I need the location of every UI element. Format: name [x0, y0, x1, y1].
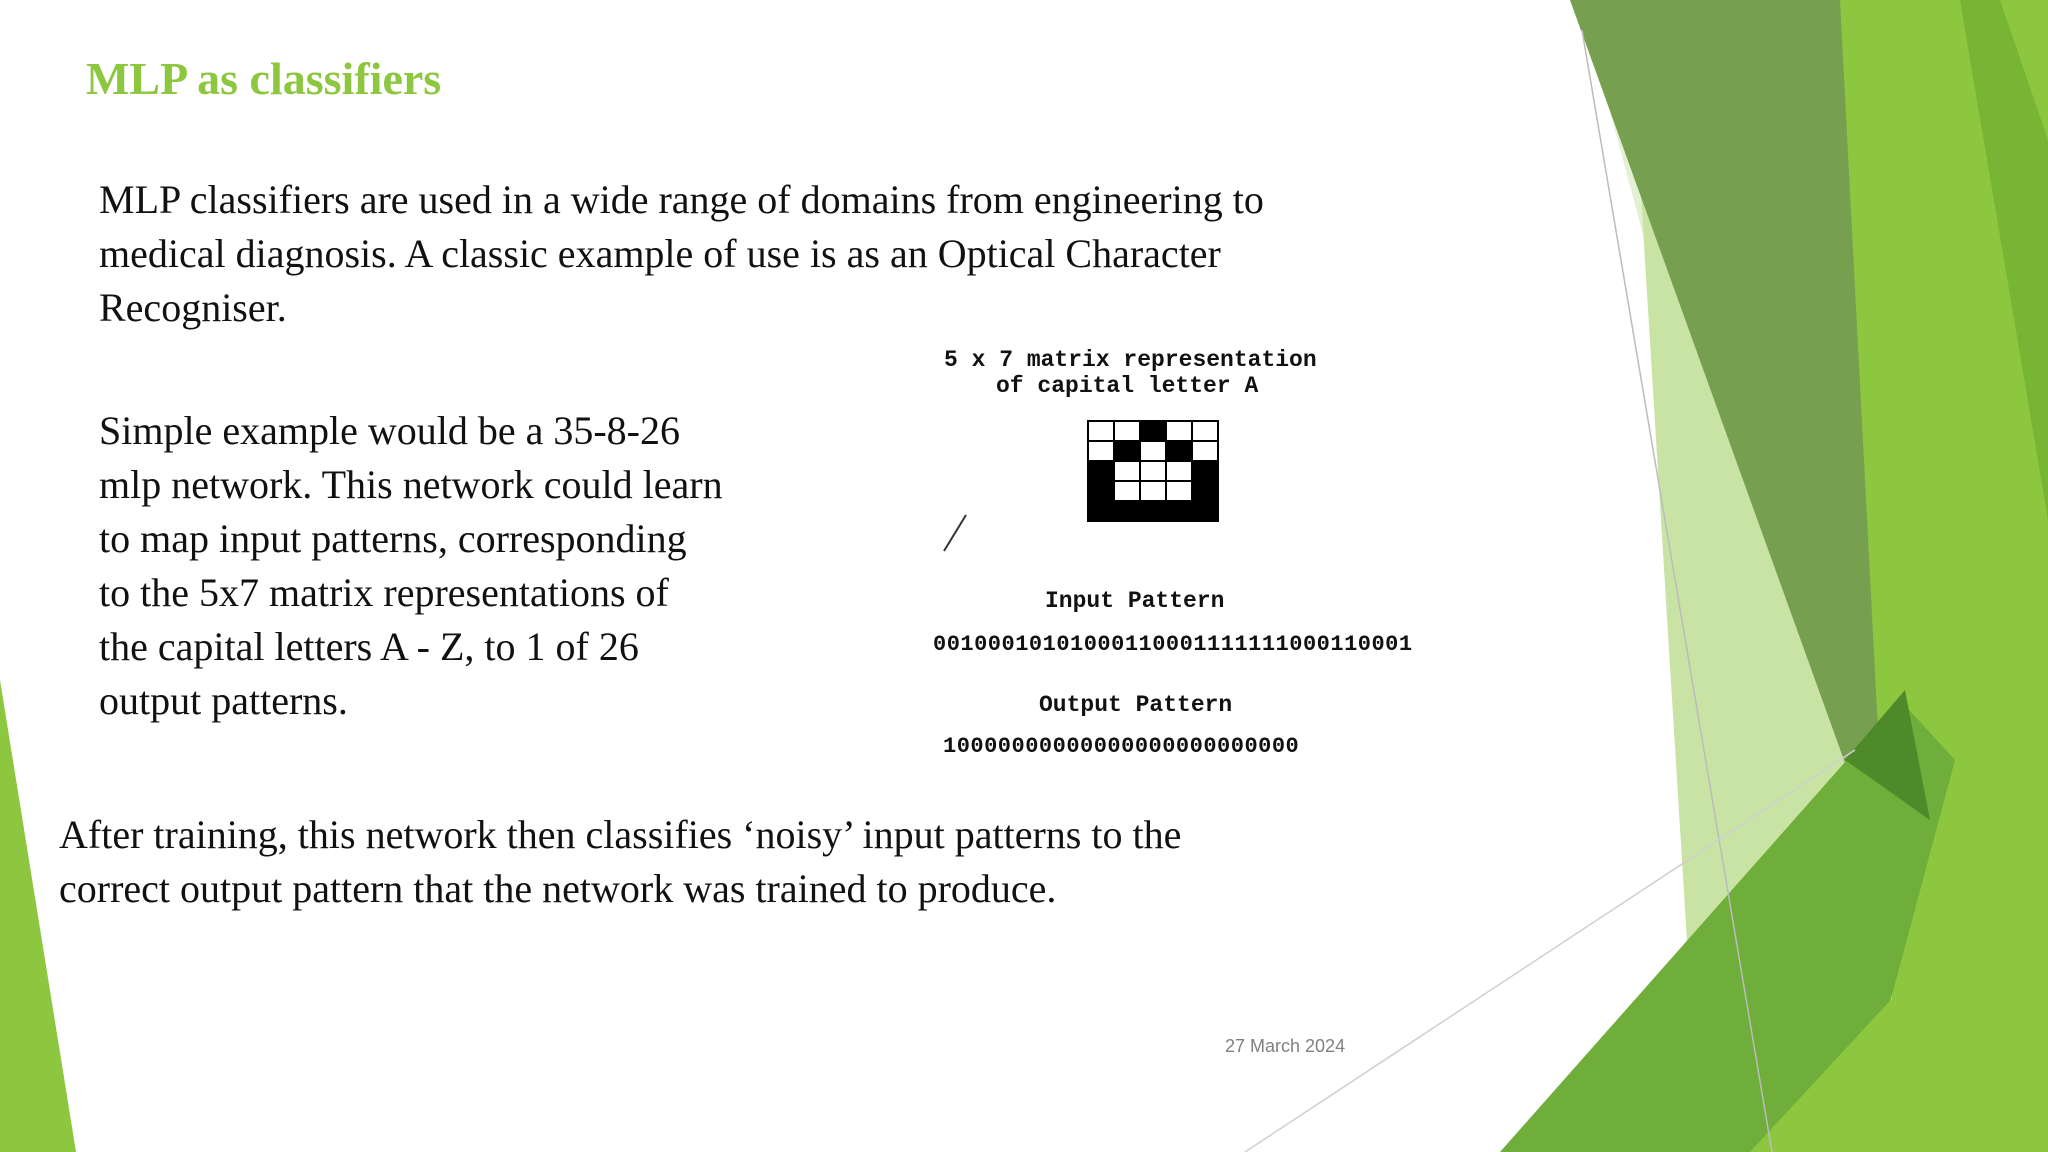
matrix-cell: [1114, 421, 1140, 441]
intro-line: Recogniser.: [99, 285, 287, 330]
matrix-cell: [1192, 441, 1218, 461]
matrix-cell: [1166, 481, 1192, 501]
intro-paragraph: [99, 173, 1439, 335]
matrix-cell: [1088, 461, 1114, 481]
matrix-cell: [1166, 421, 1192, 441]
letter-matrix-grid: [1087, 420, 1219, 522]
conclusion-line: After training, this network then classifies ‘noisy’ input patterns to the: [59, 812, 1182, 857]
matrix-cell: [1140, 421, 1166, 441]
output-pattern-bits: 10000000000000000000000000: [943, 734, 1300, 759]
matrix-cell: [1166, 441, 1192, 461]
input-pattern-label: Input Pattern: [1045, 588, 1225, 614]
matrix-cell: [1140, 441, 1166, 461]
matrix-cell: [1088, 481, 1114, 501]
example-line: mlp network. This network could learn: [99, 462, 723, 507]
pen-stroke-mark: [940, 512, 970, 554]
decor-left-green-sliver: [0, 680, 76, 1152]
intro-line: MLP classifiers are used in a wide range of domains from engineering to: [99, 177, 1264, 222]
example-line: Simple example would be a 35-8-26: [99, 408, 680, 453]
matrix-cell: [1140, 461, 1166, 481]
matrix-cell: [1114, 461, 1140, 481]
input-pattern-bits: 00100010101000110001111111000110001: [933, 632, 1413, 657]
matrix-cell: [1192, 461, 1218, 481]
matrix-cell: [1166, 461, 1192, 481]
conclusion-line: correct output pattern that the network was trained to produce.: [59, 866, 1057, 911]
example-line: the capital letters A - Z, to 1 of 26: [99, 624, 639, 669]
figure-caption-line-1: 5 x 7 matrix representation: [944, 347, 1317, 373]
matrix-cell: [1114, 481, 1140, 501]
figure-caption-line-2: of capital letter A: [996, 373, 1259, 399]
matrix-cell: [1192, 481, 1218, 501]
example-line: to map input patterns, corresponding: [99, 516, 687, 561]
matrix-cell: [1192, 421, 1218, 441]
matrix-cell: [1088, 441, 1114, 461]
matrix-cell: [1192, 501, 1218, 521]
example-paragraph: [99, 404, 839, 728]
matrix-cell: [1114, 441, 1140, 461]
slide-title: MLP as classifiers: [86, 53, 442, 104]
matrix-cell: [1140, 481, 1166, 501]
figure-caption: [944, 347, 1317, 399]
matrix-cell: [1140, 501, 1166, 521]
slide-date: 27 March 2024: [1225, 1036, 1346, 1056]
matrix-cell: [1088, 501, 1114, 521]
output-pattern-label: Output Pattern: [1039, 692, 1233, 718]
conclusion-paragraph: [59, 808, 1459, 916]
matrix-cell: [1088, 421, 1114, 441]
example-line: output patterns.: [99, 678, 348, 723]
example-line: to the 5x7 matrix representations of: [99, 570, 669, 615]
intro-line: medical diagnosis. A classic example of use is as an Optical Character: [99, 231, 1221, 276]
matrix-cell: [1114, 501, 1140, 521]
matrix-cell: [1166, 501, 1192, 521]
